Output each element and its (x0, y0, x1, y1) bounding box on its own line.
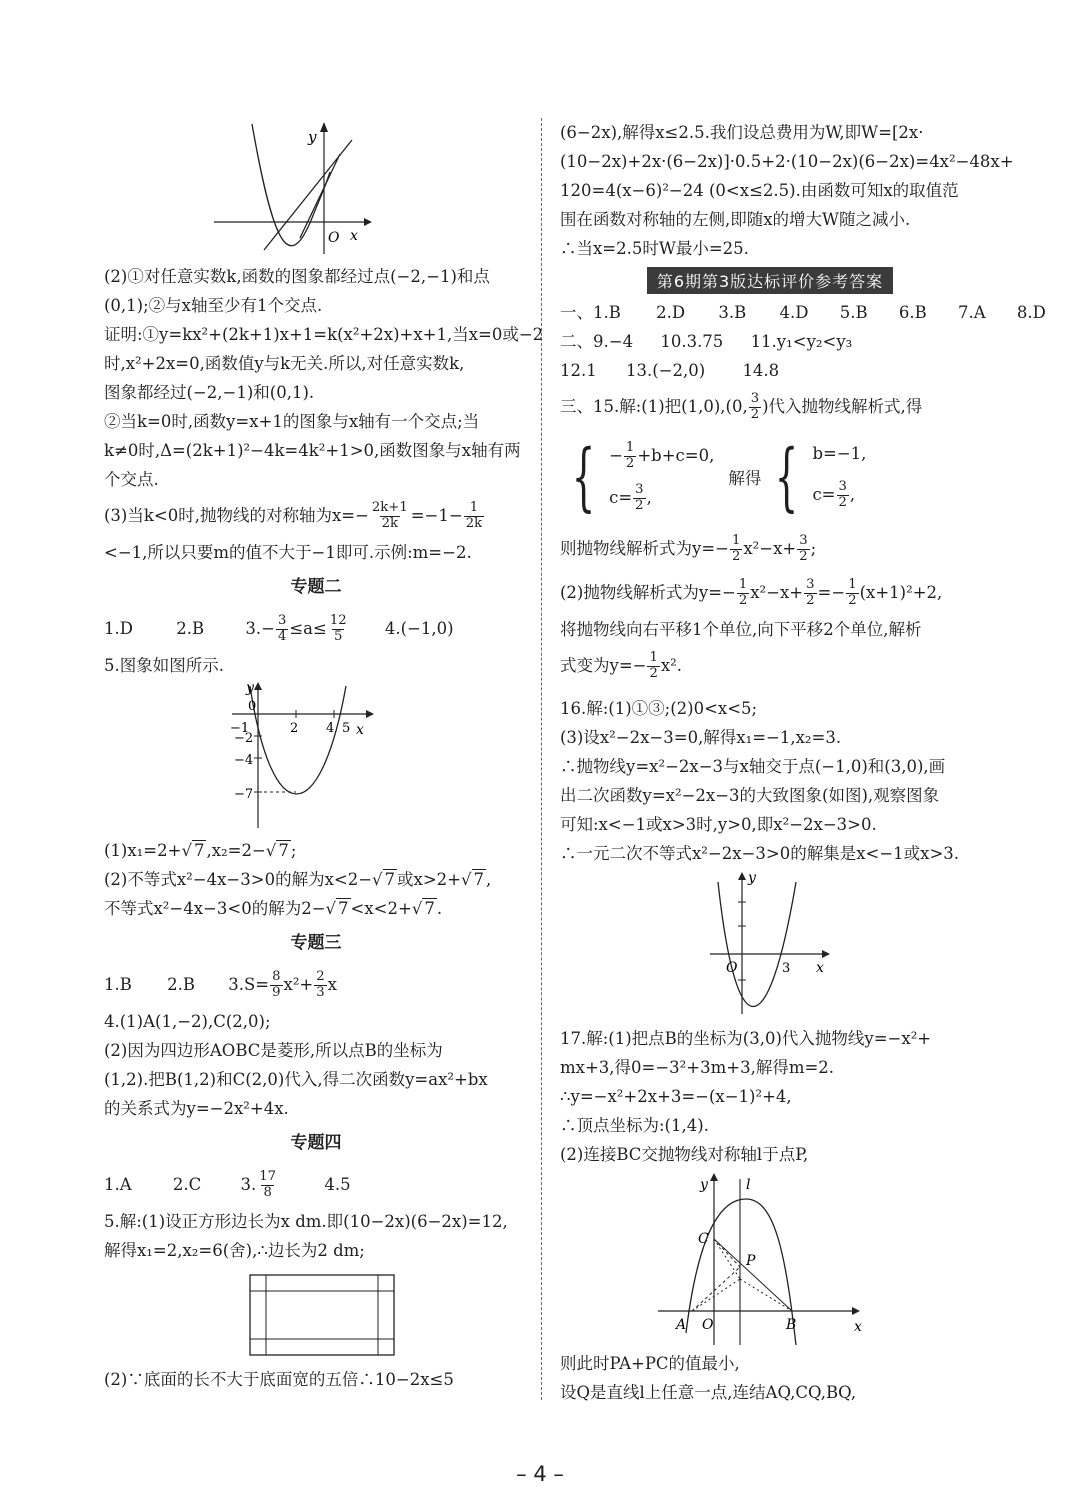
t2-a3-frac1 (276, 614, 288, 645)
q15-b: )代入抛物线解析式,得 (762, 397, 923, 416)
q17-line3: ∴y=−x²+2x+3=−(x−1)²+4, (560, 1087, 792, 1106)
right-cont-line1: (6−2x),解得x≤2.5.我们设总费用为W,即W=[2x· (560, 123, 924, 142)
t4-answer-4: 4.5 (324, 1175, 351, 1194)
fig3-x-label: x (816, 960, 824, 976)
t2-ineq2-c: . (436, 899, 443, 918)
p2-n2: 3 (806, 577, 815, 593)
q17-line4: ∴顶点坐标为:(1,4). (560, 1116, 709, 1135)
t3-a3-prefix: 3.S= (228, 975, 270, 994)
brace-left-icon: { (571, 434, 596, 520)
sqrt-7: √ 7 (181, 841, 205, 860)
p3-mid: =−1− (410, 506, 463, 525)
s1-answer-4: 4.D (779, 303, 809, 322)
t2-a3-prefix: 3.− (245, 619, 275, 638)
t3-a3-f2-num: 2 (316, 969, 325, 985)
t2-roots (104, 836, 528, 865)
fig4-c-label: C (698, 1231, 709, 1247)
t2-a3-f2-den: 5 (334, 629, 343, 644)
p3-f1-den: 2k (381, 516, 399, 531)
section-2-answers-a (560, 327, 980, 356)
res-num2: 3 (799, 533, 808, 549)
t4-a3-frac (257, 1170, 278, 1201)
left-p2-line1: (2)①对任意实数k,函数的图象都经过点(−2,−1)和点 (104, 267, 490, 286)
topic-3-answers (104, 963, 528, 1007)
left-proof-line5: k≠0时,Δ=(2k+1)²−4k=4k²+1>0,函数图象与x轴有两 (104, 441, 521, 460)
t3-a3-f1-den: 9 (272, 985, 281, 1000)
q16-line1: 16.解:(1)①③;(2)0<x<5; (560, 699, 758, 718)
left-p2-line2: (0,1);②与x轴至少有1个交点. (104, 296, 323, 315)
q15-num: 3 (750, 391, 760, 407)
topic-4-heading: 专题四 (290, 1133, 342, 1153)
t4-a3-num: 17 (259, 1169, 277, 1185)
t2-answer-1: 1.D (104, 619, 133, 638)
t3-q4-line3: (1,2).把B(1,2)和C(2,0)代入,得二次函数y=ax²+bx (104, 1070, 488, 1089)
sys-r2-num: 3 (635, 481, 644, 497)
sqrt-7: √ 7 (325, 899, 349, 918)
topic-4-answers (104, 1163, 528, 1207)
t2-ineq-b: 或x>2+ (397, 870, 462, 889)
system-row-1 (609, 441, 714, 472)
q16-line6: ∴一元二次不等式x²−2x−3>0的解集是x<−1或x>3. (560, 844, 960, 863)
q17-line1: 17.解:(1)把点B的坐标为(3,0)代入抛物线y=−x²+ (560, 1029, 932, 1048)
q15-line1 (560, 385, 980, 429)
q17-line6: 则此时PA+PC的值最小, (560, 1354, 740, 1373)
q16-line3: ∴抛物线y=x²−2x−3与x轴交于点(−1,0)和(3,0),画 (560, 757, 946, 776)
s1-answer-7: 7.A (957, 303, 986, 322)
left-column (104, 118, 544, 1394)
t2-a3-f1-den: 4 (277, 629, 287, 644)
t2-answer-2: 2.B (176, 619, 205, 638)
s1-answer-5: 5.B (839, 303, 868, 322)
t3-q4-line1: 4.(1)A(1,−2),C(2,0); (104, 1012, 271, 1031)
res-den1: 2 (731, 549, 741, 564)
shift-den: 2 (649, 666, 658, 681)
t3-a3-suffix: x (327, 975, 337, 994)
fig2-five-label: 5 (342, 721, 351, 736)
figure-parabola-x2-4x-3 (228, 680, 378, 830)
fig3-three-label: 3 (782, 961, 791, 976)
t3-a3-f1-num: 8 (272, 969, 281, 985)
section-2-answers-b (560, 356, 980, 385)
sys-s2-den: 2 (838, 494, 847, 510)
brace-left-icon: { (775, 434, 799, 520)
topic-2-answers (104, 607, 528, 651)
s2-answer-10: 10.3.75 (660, 332, 724, 351)
t2-ineq-c: , (486, 870, 492, 889)
figure-parabola-x2-2x-3 (706, 868, 836, 1018)
column-divider (541, 118, 542, 1400)
res-den2: 2 (799, 549, 808, 564)
figure-parabola-pa-pc (656, 1169, 866, 1349)
s1-answer-2: 2.D (656, 303, 686, 322)
s1-answer-8: 8.D (1016, 303, 1046, 322)
fig1-origin-label: O (328, 230, 340, 246)
q15-equation-system (560, 435, 980, 519)
t4-answer-2: 2.C (172, 1175, 202, 1194)
fig2-two-label: 2 (290, 721, 299, 736)
sys-s2-b: , (849, 484, 856, 504)
t4-q5-line2: 解得x₁=2,x₂=6(舍),∴边长为2 dm; (104, 1241, 365, 1260)
system-row-2 (609, 483, 714, 514)
t4-answer-3 (240, 1169, 280, 1200)
t2-a3-f2-num: 12 (329, 613, 347, 629)
t2-a3-frac2 (328, 614, 349, 645)
right-cont-line5: ∴当x=2.5时W最小=25. (560, 239, 749, 258)
t3-q4-line2: (2)因为四边形AOBC是菱形,所以点B的坐标为 (104, 1041, 443, 1060)
sqrt-7-radicand: 7 (338, 899, 349, 918)
sqrt-7-radicand: 7 (473, 870, 485, 889)
t2-ineq2-a: 不等式x²−4x−3<0的解为2− (104, 899, 326, 918)
sqrt-7-radicand: 7 (193, 841, 205, 860)
sys-r1-num: 1 (625, 439, 635, 455)
solution-rows (812, 435, 866, 519)
shift-frac (647, 651, 659, 682)
fig2-neg2-label: −2 (234, 731, 254, 746)
sqrt-7: √ 7 (411, 899, 435, 918)
q15-a: 三、15.解:(1)把(1,0),(0, (560, 397, 748, 416)
answer-key-banner (560, 267, 980, 294)
p2-b: x²−x+ (750, 583, 804, 602)
sys-r1-den: 2 (625, 455, 635, 471)
s1-answer-1: 一、1.B (560, 303, 621, 322)
p3-f2-num: 1 (469, 500, 479, 516)
shift-b: x². (660, 656, 683, 675)
s2-answer-13: 13.(−2,0) (626, 361, 706, 380)
sys-r2-b: , (646, 487, 652, 507)
q15-result (560, 527, 980, 571)
p2-n3: 1 (848, 577, 857, 593)
q17-line2: mx+3,得0=−3²+3m+3,解得m=2. (560, 1058, 835, 1077)
figure-lines-parabola (212, 118, 372, 256)
p2-d2: 2 (806, 593, 815, 608)
system-solve-label: 解得 (728, 469, 762, 488)
t4-q5-line3: (2)∵底面的长不大于底面宽的五倍∴10−2x≤5 (104, 1370, 454, 1389)
sys-s2-num: 3 (838, 478, 847, 494)
left-p3-line2: <−1,所以只要m的值不大于−1即可.示例:m=−2. (104, 543, 472, 562)
sqrt-7-radicand: 7 (278, 841, 289, 860)
right-cont-line2: (10−2x)+2x·(6−2x)]·0.5+2·(10−2x)(6−2x)=4x²−48x+ (560, 152, 1014, 171)
right-cont-line4: 围在函数对称轴的左侧,即随x的增大W随之减小. (560, 210, 911, 229)
t2-inequality-1 (104, 865, 528, 894)
sys-r2-a: c= (609, 487, 633, 507)
fig4-a-label: A (676, 1317, 687, 1333)
t2-inequality-2 (104, 894, 528, 923)
t4-answer-1: 1.A (104, 1175, 132, 1194)
q16-line2: (3)设x²−2x−3=0,解得x₁=−1,x₂=3. (560, 728, 842, 747)
res-b: x²−x+ (743, 539, 797, 558)
fig4-b-label: B (786, 1317, 797, 1333)
p3-f1-num: 2k+1 (371, 500, 408, 516)
res-num1: 1 (731, 533, 741, 549)
p2-frac3 (846, 578, 858, 609)
sqrt-7: √ 7 (372, 870, 396, 889)
t2-roots-a: (1)x₁=2+ (104, 841, 182, 860)
p2-d: (x+1)²+2, (859, 583, 943, 602)
sys-s2-a: c= (812, 484, 836, 504)
fig4-y-label: y (700, 1177, 708, 1193)
p3-fraction-1 (370, 501, 410, 532)
t4-a3-prefix: 3. (240, 1175, 257, 1194)
s2-answer-14: 14.8 (742, 361, 780, 380)
t2-answer-4: 4.(−1,0) (384, 619, 454, 638)
t2-answer-3 (245, 613, 349, 644)
fig3-origin-label: O (726, 960, 738, 976)
t2-ineq-a: (2)不等式x²−4x−3>0的解为x<2− (104, 870, 373, 889)
sqrt-7: √ 7 (265, 841, 289, 860)
t2-ineq2-b: <x<2+ (350, 899, 412, 918)
left-proof-line1: 证明:①y=kx²+(2k+1)x+1=k(x²+2x)+x+1,当x=0或−2 (104, 325, 544, 344)
fig4-origin-label: O (702, 1317, 714, 1333)
t2-roots-b: ,x₂=2− (206, 841, 266, 860)
fig2-x-label: x (356, 722, 364, 738)
page-number: – 4 – (516, 1462, 564, 1486)
t4-q5-line1: 5.解:(1)设正方形边长为x dm.即(10−2x)(6−2x)=12, (104, 1212, 508, 1231)
solution-row-1: b=−1, (812, 443, 867, 463)
fig2-neg7-label: −7 (234, 787, 254, 802)
t3-answer-1: 1.B (104, 975, 132, 994)
t2-roots-c: ; (290, 841, 297, 860)
fig3-y-label: y (748, 870, 756, 886)
right-cont-line3: 120=4(x−6)²−24 (0<x≤2.5).由函数可知x的取值范 (560, 181, 959, 200)
shift-num: 1 (649, 650, 658, 666)
q17-line5: (2)连接BC交抛物线对称轴l于点P, (560, 1145, 809, 1164)
fig2-neg4-label: −4 (234, 753, 254, 768)
topic-3-heading: 专题三 (290, 933, 342, 953)
t3-answer-3 (228, 969, 337, 1000)
s2-answer-9: 二、9.−4 (560, 332, 634, 351)
system-rows (609, 435, 714, 519)
figure-box-net (248, 1273, 398, 1359)
s2-answer-11: 11.y₁<y₂<y₃ (750, 332, 853, 351)
sys-r1-b: +b+c=0, (637, 445, 715, 465)
t4-a3-den: 8 (263, 1185, 272, 1200)
p3-f2-den: 2k (465, 516, 483, 531)
s1-answer-3: 3.B (718, 303, 747, 322)
t3-a3-mid: x²+ (283, 975, 314, 994)
p2-frac2 (804, 578, 816, 609)
res-c: ; (810, 539, 817, 558)
p2-n1: 1 (738, 577, 748, 593)
p3-prefix: (3)当k<0时,抛物线的对称轴为x=− (104, 506, 369, 525)
q17-line7: 设Q是直线l上任意一点,连结AQ,CQ,BQ, (560, 1383, 857, 1402)
sqrt-7-radicand: 7 (384, 870, 396, 889)
t3-a3-frac1 (270, 970, 282, 1001)
left-proof-line6: 个交点. (104, 470, 159, 489)
sqrt-7: √ 7 (461, 870, 485, 889)
p2-d3: 2 (848, 593, 857, 608)
left-proof-line4: ②当k=0时,函数y=x+1的图象与x轴有一个交点;当 (104, 412, 480, 431)
p2-d1: 2 (738, 593, 748, 608)
t3-q4-line4: 的关系式为y=−2x²+4x. (104, 1099, 289, 1118)
s2-answer-12: 12.1 (560, 361, 597, 380)
fig2-zero-label: 0 (248, 699, 257, 714)
fig2-four-label: 4 (326, 721, 335, 736)
sqrt-7-radicand: 7 (424, 899, 435, 918)
q15-den: 2 (750, 407, 760, 422)
p2-frac1 (737, 578, 749, 609)
res-frac1 (730, 534, 742, 565)
left-p3-line1 (104, 494, 528, 538)
fig4-x-label: x (854, 1319, 862, 1335)
p2-c: =− (817, 583, 846, 602)
t3-a3-f2-den: 3 (316, 985, 325, 1000)
t3-a3-frac2 (314, 970, 326, 1001)
p3-fraction-2 (464, 501, 484, 532)
fig2-y-label: y (246, 680, 254, 696)
q16-line5: 可知:x<−1或x>3时,y>0,即x²−2x−3>0. (560, 815, 877, 834)
fig1-x-label: x (350, 228, 358, 244)
section-1-answers (560, 298, 1046, 327)
res-frac2 (797, 534, 809, 565)
sys-r1-a: − (609, 445, 623, 465)
fig2-neg1-label: −1 (230, 721, 250, 736)
left-proof-line3: 图象都经过(−2,−1)和(0,1). (104, 383, 315, 402)
q15-shift-line: 将抛物线向右平移1个单位,向下平移2个单位,解析 (560, 620, 922, 639)
p2-a: (2)抛物线解析式为y=− (560, 583, 736, 602)
fig1-y-label: y (308, 128, 317, 146)
sys-r1-frac (624, 441, 636, 472)
sys-s2-frac (837, 480, 849, 511)
sys-r2-den: 2 (635, 497, 644, 513)
q15-shift-result (560, 644, 980, 688)
t2-a3-mid: ≤a≤ (289, 619, 327, 638)
res-a: 则抛物线解析式为y=− (560, 539, 729, 558)
t3-answer-2: 2.B (167, 975, 195, 994)
fig4-l-label: l (746, 1177, 751, 1193)
topic-2-heading: 专题二 (290, 577, 342, 597)
q15-part2 (560, 571, 980, 615)
q16-line4: 出二次函数y=x²−2x−3的大致图象(如图),观察图象 (560, 786, 940, 805)
solution-row-2 (812, 480, 866, 511)
fig4-p-label: P (746, 1253, 756, 1269)
q15-frac (749, 392, 761, 423)
shift-a: 式变为y=− (560, 656, 647, 675)
left-proof-line2: 时,x²+2x=0,函数值y与k无关.所以,对任意实数k, (104, 354, 465, 373)
answer-key-banner-text: 第6期第3版达标评价参考答案 (647, 267, 893, 294)
s1-answer-6: 6.B (898, 303, 927, 322)
t2-q5: 5.图象如图所示. (104, 656, 224, 675)
right-column (560, 118, 1046, 1407)
t2-a3-f1-num: 3 (277, 613, 287, 629)
sys-r2-frac (633, 483, 645, 514)
